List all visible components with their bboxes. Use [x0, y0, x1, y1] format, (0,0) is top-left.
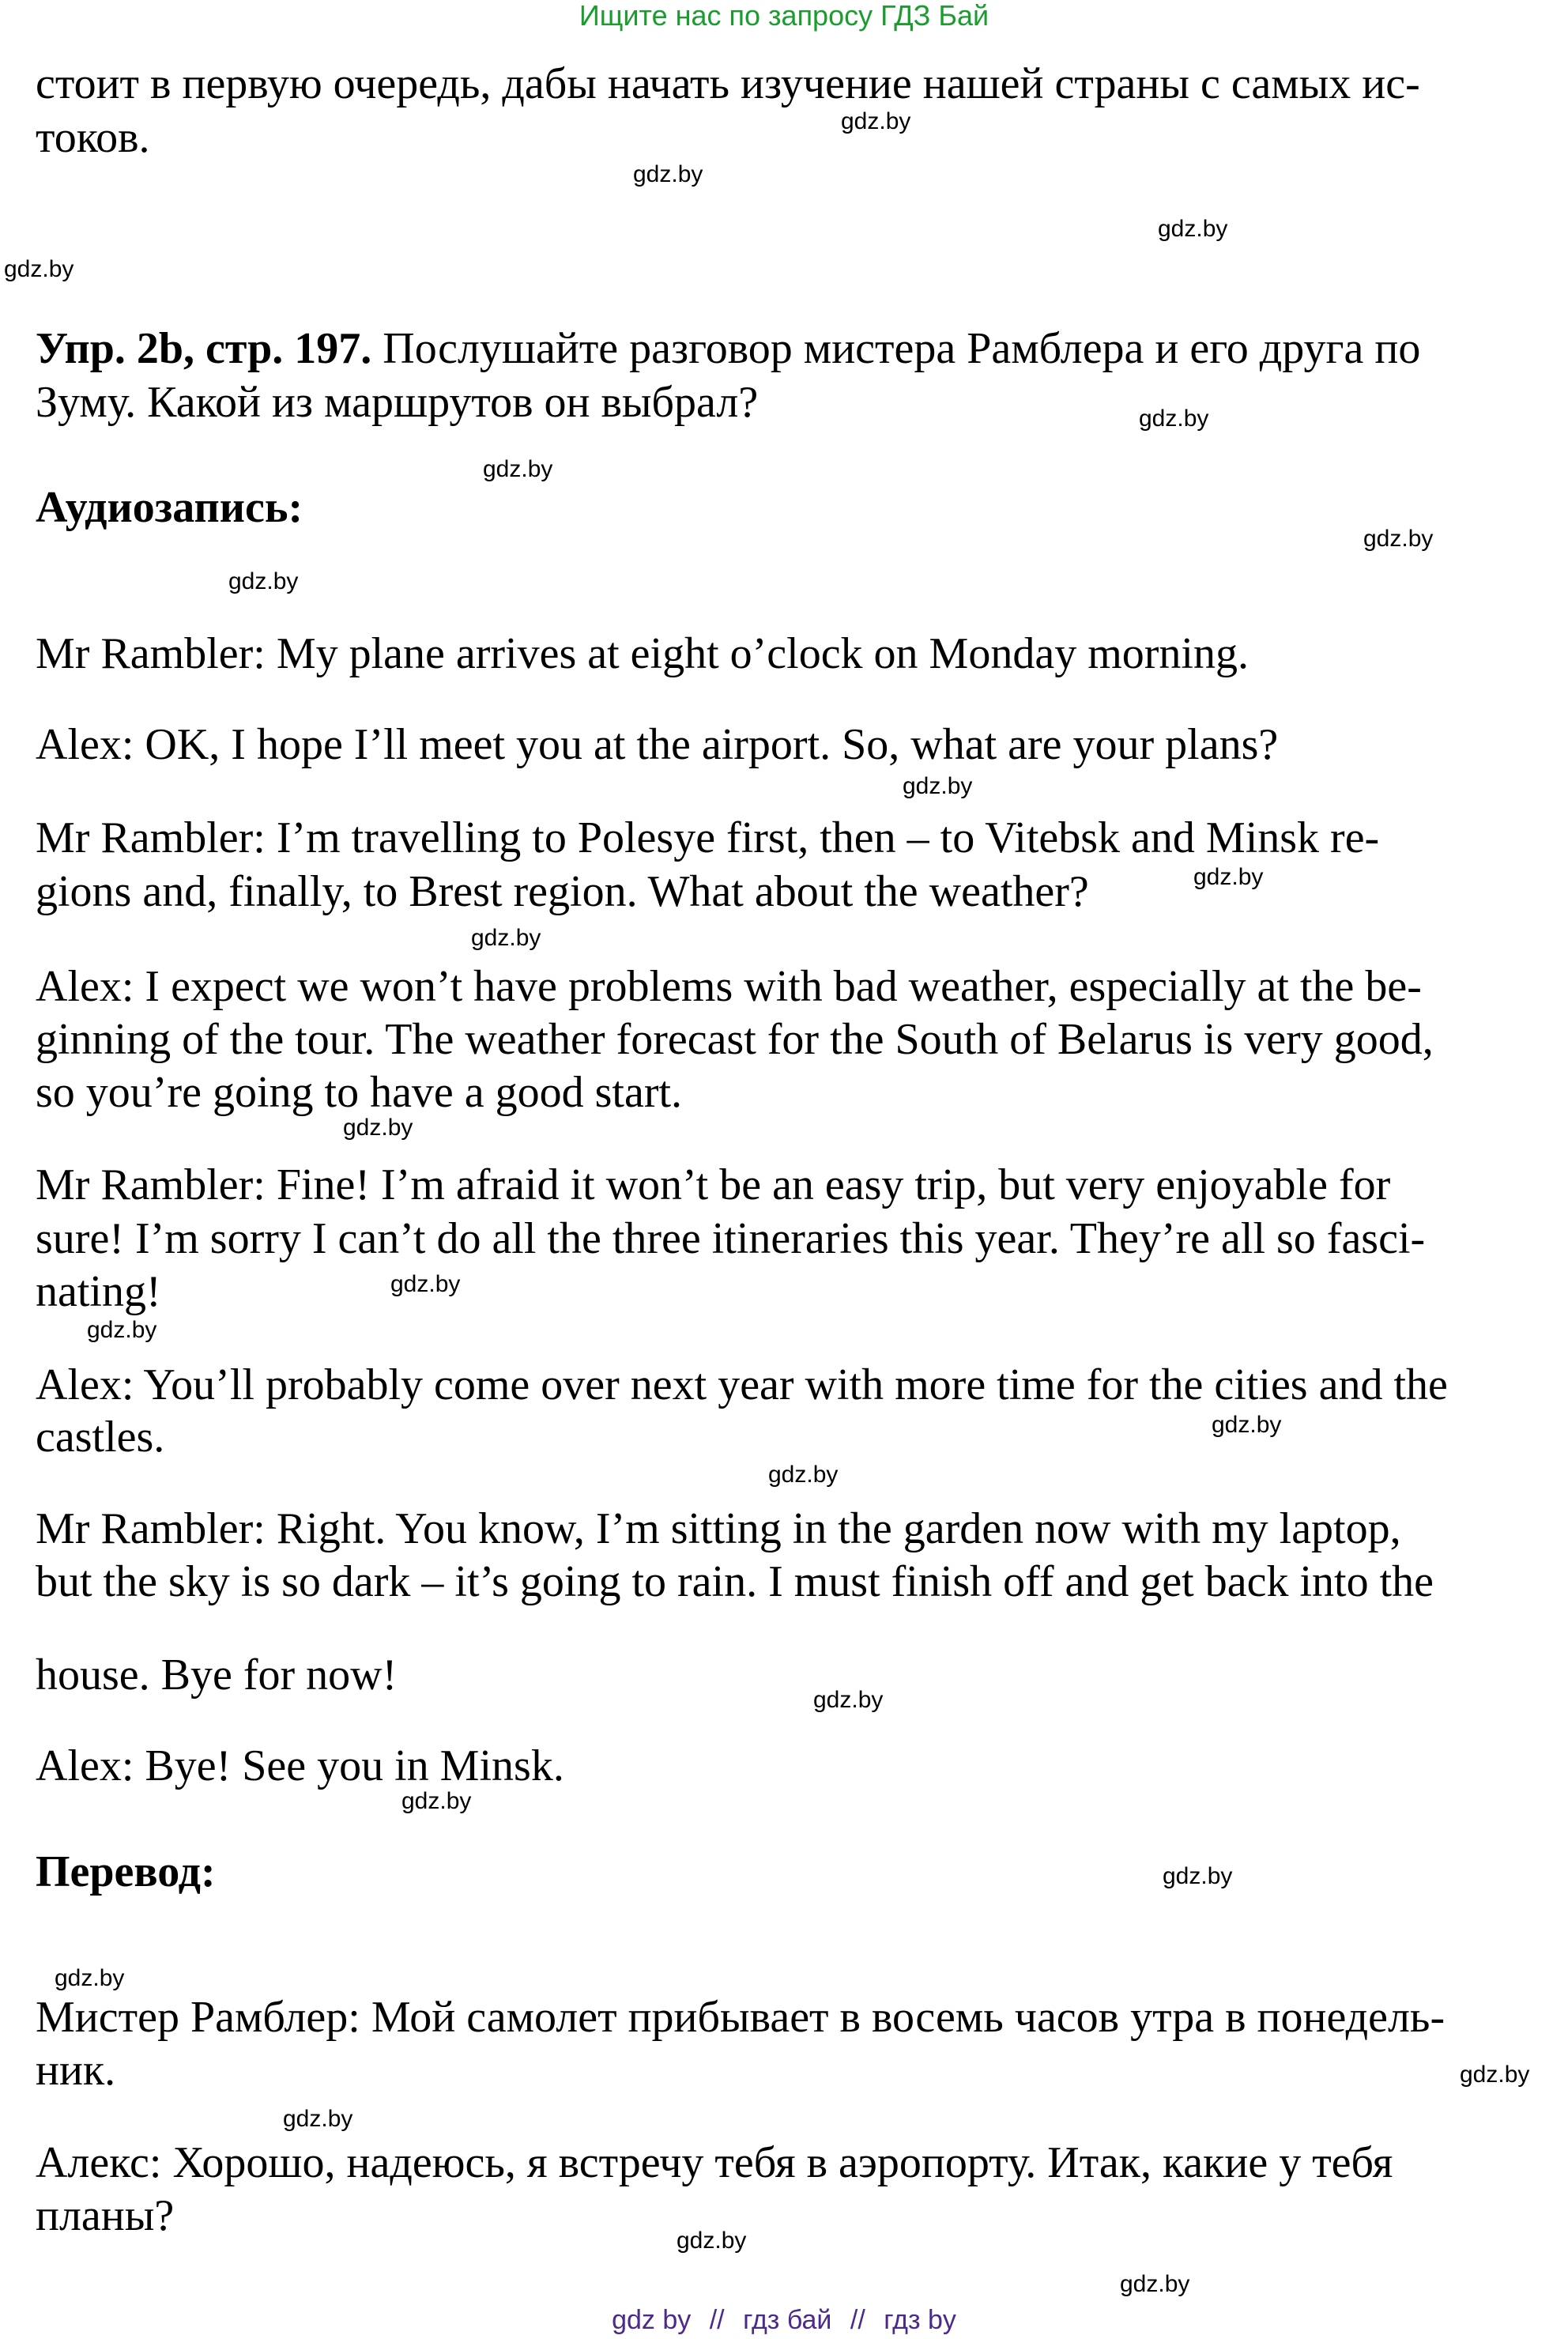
watermark: gdz.by	[1120, 2271, 1190, 2297]
dialogue-line: castles.	[36, 1413, 165, 1462]
watermark: gdz.by	[483, 456, 553, 482]
dialogue-line: Alex: You’ll probably come over next year with more time for the cities and the	[36, 1360, 1448, 1409]
footer-separator: //	[850, 2305, 865, 2335]
dialogue-line: Mr Rambler: Right. You know, I’m sitting in the garden now with my laptop,	[36, 1504, 1401, 1553]
translation-line: планы?	[36, 2191, 175, 2240]
intro-line-2: токов.	[36, 113, 150, 162]
watermark: gdz.by	[4, 256, 74, 282]
watermark: gdz.by	[677, 2228, 747, 2254]
watermark: gdz.by	[55, 1965, 125, 1991]
dialogue-line: Alex: Bye! See you in Minsk.	[36, 1741, 564, 1790]
dialogue-line: but the sky is so dark – it’s going to rain. I must finish off and get back into the	[36, 1557, 1434, 1606]
dialogue-line: Mr Rambler: Fine! I’m afraid it won’t be an easy trip, but very enjoyable for	[36, 1160, 1391, 1209]
exercise-number: Упр. 2b, стр. 197.	[36, 324, 372, 373]
watermark: gdz.by	[401, 1788, 472, 1814]
watermark: gdz.by	[390, 1271, 461, 1297]
watermark: gdz.by	[768, 1462, 839, 1488]
dialogue-line: gions and, finally, to Brest region. What about the weather?	[36, 867, 1089, 916]
watermark: gdz.by	[1212, 1412, 1282, 1438]
exercise-heading-line-2: Зуму. Какой из маршрутов он выбрал?	[36, 378, 759, 427]
watermark: gdz.by	[471, 925, 541, 951]
watermark: gdz.by	[1460, 2062, 1530, 2088]
watermark: gdz.by	[1193, 864, 1264, 890]
translation-line: Алекс: Хорошо, надеюсь, я встречу тебя в аэропорту. Итак, какие у тебя	[36, 2138, 1393, 2187]
footer-links	[0, 2304, 1568, 2336]
translation-heading: Перевод:	[36, 1847, 216, 1896]
dialogue-line: house. Bye for now!	[36, 1651, 398, 1700]
audio-heading: Аудиозапись:	[36, 483, 303, 532]
watermark: gdz.by	[1139, 406, 1209, 432]
watermark: gdz.by	[343, 1115, 413, 1141]
dialogue-line: so you’re going to have a good start.	[36, 1068, 683, 1117]
watermark: gdz.by	[283, 2106, 353, 2132]
dialogue-line: sure! I’m sorry I can’t do all the three itineraries this year. They’re all so fasci-	[36, 1214, 1426, 1263]
dialogue-line: Alex: OK, I hope I’ll meet you at the airport. So, what are your plans?	[36, 720, 1279, 769]
watermark: gdz.by	[1158, 216, 1228, 242]
watermark: gdz.by	[841, 108, 911, 134]
watermark: gdz.by	[228, 568, 299, 594]
watermark: gdz.by	[903, 773, 973, 799]
dialogue-line: Mr Rambler: I’m travelling to Polesye first, then – to Vitebsk and Minsk re-	[36, 813, 1380, 862]
translation-line: ник.	[36, 2046, 116, 2095]
dialogue-line: Mr Rambler: My plane arrives at eight o’clock on Monday morning.	[36, 629, 1249, 678]
watermark: gdz.by	[813, 1687, 884, 1713]
footer-link-gdz-by[interactable]: gdz by	[612, 2305, 692, 2335]
translation-line: Мистер Рамблер: Мой самолет прибывает в восемь часов утра в понедель-	[36, 1993, 1446, 2042]
footer-separator: //	[709, 2305, 725, 2335]
footer-link-gdz-bai[interactable]: гдз бай	[743, 2305, 832, 2335]
exercise-heading	[36, 322, 1420, 375]
watermark: gdz.by	[1363, 526, 1434, 552]
intro-line-1: стоит в первую очередь, дабы начать изучение нашей страны с самых ис-	[36, 59, 1420, 108]
dialogue-line: nating!	[36, 1267, 161, 1316]
dialogue-line: ginning of the tour. The weather forecast for the South of Belarus is very good,	[36, 1015, 1434, 1064]
watermark: gdz.by	[1163, 1863, 1233, 1889]
watermark: gdz.by	[87, 1317, 157, 1343]
footer-link-gdz-by-ru[interactable]: гдз by	[884, 2305, 956, 2335]
search-hint-header[interactable]: Ищите нас по запросу ГДЗ Бай	[579, 0, 989, 32]
exercise-task: Послушайте разговор мистера Рамблера и его друга по	[371, 324, 1421, 373]
dialogue-line: Alex: I expect we won’t have problems with bad weather, especially at the be-	[36, 962, 1422, 1011]
watermark: gdz.by	[633, 161, 703, 187]
